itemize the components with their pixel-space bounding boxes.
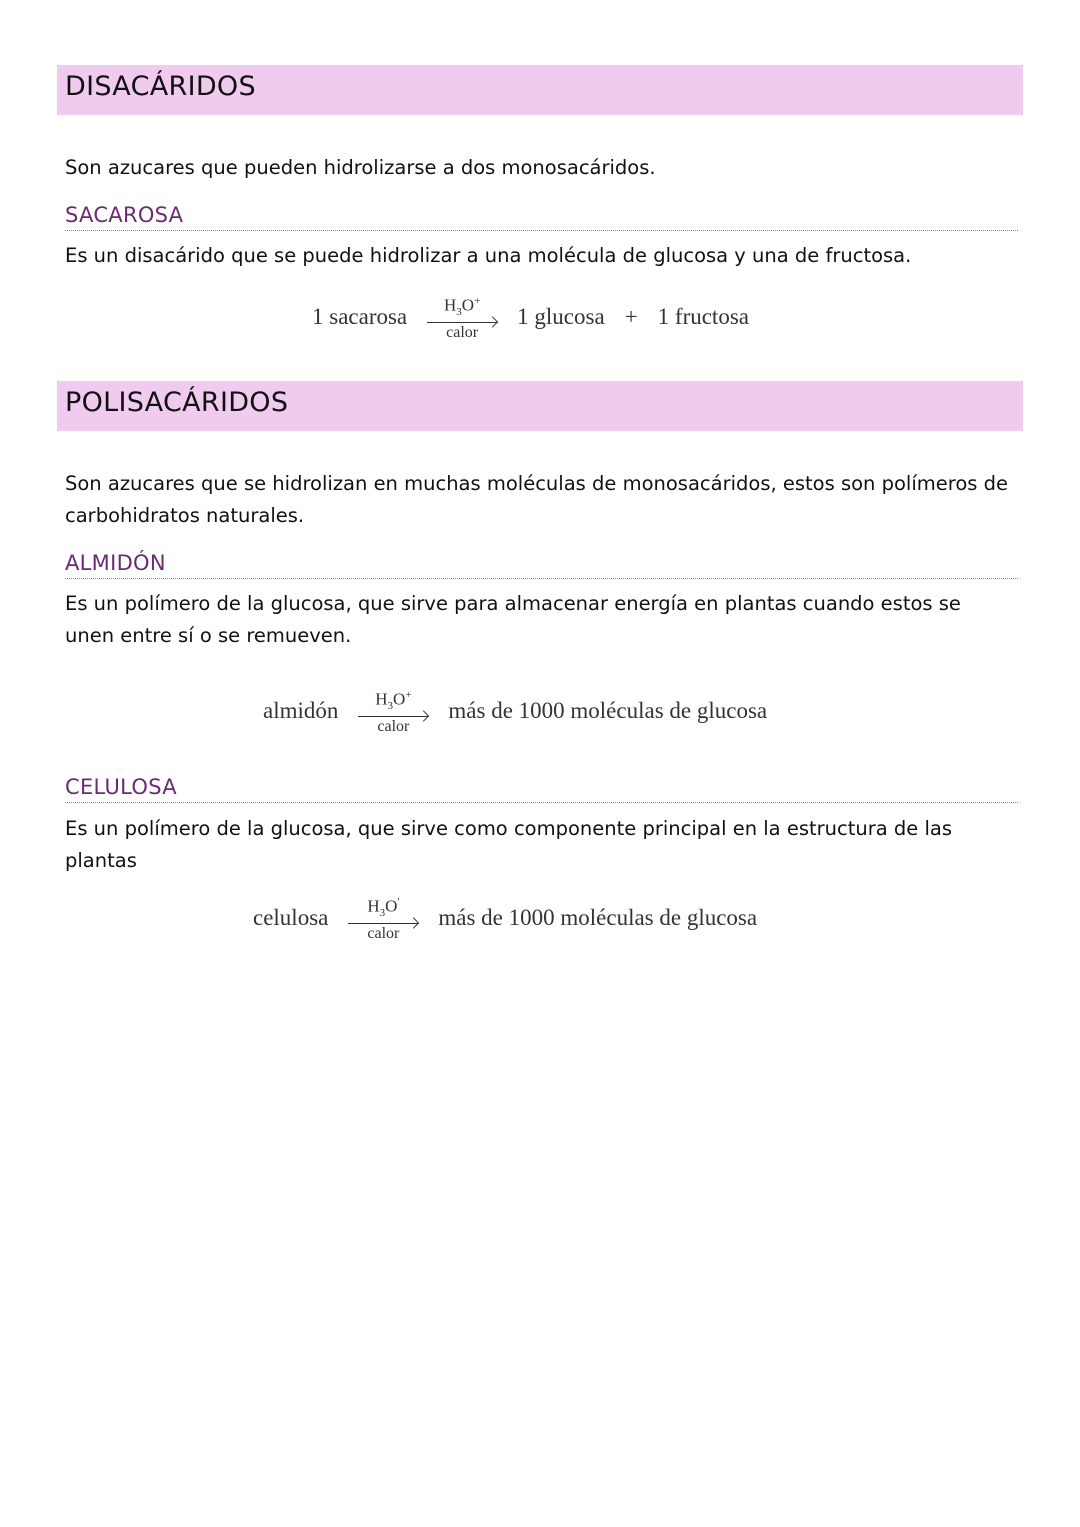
equation-celulosa [253,893,757,943]
section-header-polisacaridos [57,381,1023,431]
description-almidon: Es un polímero de la glucosa, que sirve para almacenar energía en plantas cuando estos se unen entre sí o se remueven. [65,592,961,647]
condition: calor [446,324,479,342]
equation-sacarosa [312,292,749,342]
section-title: DISACÁRIDOS [65,71,256,102]
reactant: almidón [263,698,339,724]
reaction-arrow-icon [358,686,428,736]
equation-almidon [263,686,767,736]
section-intro: Son azucares que pueden hidrolizarse a dos monosacáridos. [65,156,656,179]
product-2: 1 fructosa [657,304,749,330]
section-intro: Son azucares que se hidrolizan en muchas moléculas de monosacáridos, estos son polímeros de carbohidratos naturales. [65,472,1008,527]
subtitle-celulosa: CELULOSA [65,775,1018,803]
reaction-arrow-icon [348,893,418,943]
section-title: POLISACÁRIDOS [65,387,289,418]
reaction-arrow-icon [427,292,497,342]
plus-sign: + [624,304,638,330]
catalyst: $H_3O^+$ [375,689,412,713]
subtitle-almidon: ALMIDÓN [65,551,1018,579]
product-1: 1 glucosa [517,304,605,330]
reactant: 1 sacarosa [312,304,408,330]
description-celulosa: Es un polímero de la glucosa, que sirve como componente principal en la estructura de las plantas [65,817,952,872]
product-1: más de 1000 moléculas de glucosa [448,698,768,724]
catalyst: $H_3O^+$ [444,295,481,319]
reactant: celulosa [253,905,329,931]
product-1: más de 1000 moléculas de glucosa [438,905,758,931]
subtitle-sacarosa: SACAROSA [65,203,1018,231]
catalyst: $H_3O'$ [367,896,400,920]
section-header-disacaridos [57,65,1023,115]
description-sacarosa: Es un disacárido que se puede hidrolizar a una molécula de glucosa y una de fructosa. [65,244,912,267]
condition: calor [377,718,410,736]
condition: calor [367,925,400,943]
